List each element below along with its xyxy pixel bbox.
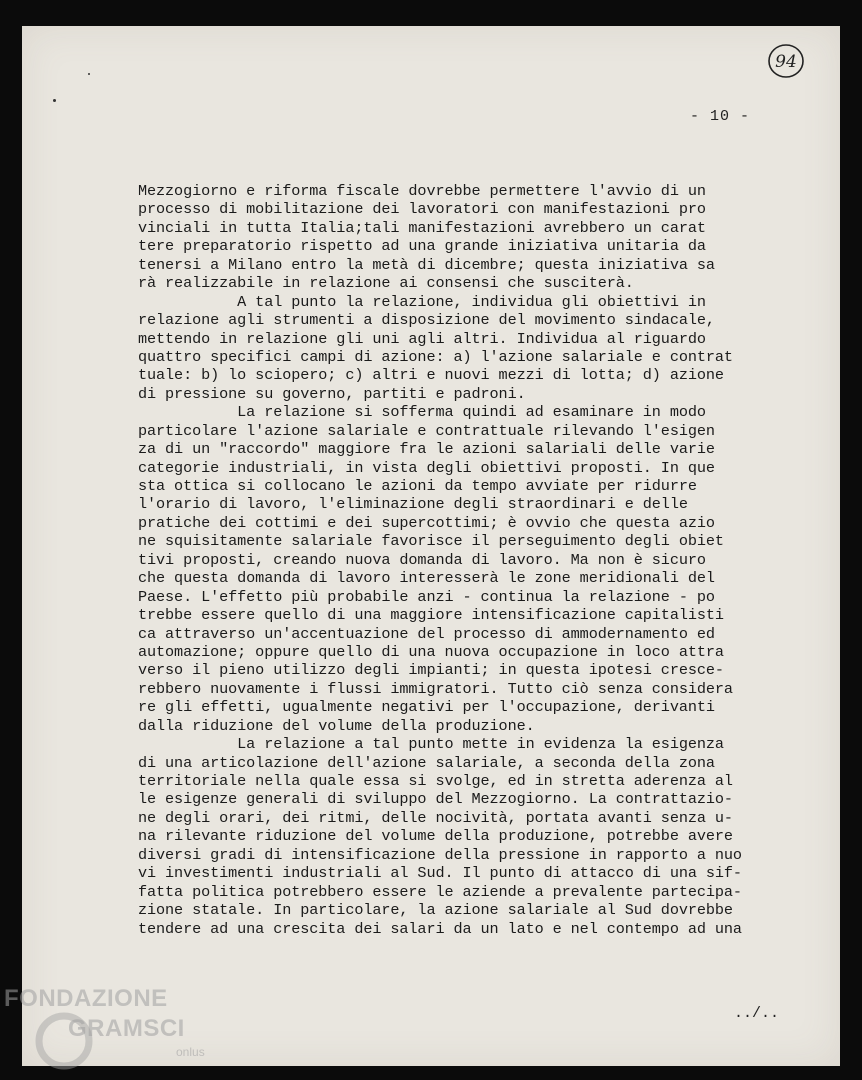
text-line: zione statale. In particolare, la azione salariale al Sud dovrebbe xyxy=(138,901,733,920)
speck xyxy=(53,99,56,102)
text-line: ca attraverso un'accentuazione del processo di ammodernamento ed xyxy=(138,624,715,643)
watermark-line-3: onlus xyxy=(176,1045,205,1059)
text-line: le esigenze generali di sviluppo del Mezzogiorno. La contrattazio- xyxy=(138,790,733,809)
text-line: relazione agli strumenti a disposizione del movimento sindacale, xyxy=(138,311,715,330)
text-line: na rilevante riduzione del volume della produzione, potrebbe avere xyxy=(138,827,733,846)
text-line: Mezzogiorno e riforma fiscale dovrebbe permettere l'avvio di un xyxy=(138,182,706,200)
text-line: Paese. L'effetto più probabile anzi - continua la relazione - po xyxy=(138,587,715,606)
text-line: dalla riduzione del volume della produzione. xyxy=(138,716,535,735)
page-number: - 10 - xyxy=(690,108,751,125)
text-line: re gli effetti, ugualmente negativi per l'occupazione, derivanti xyxy=(138,698,715,717)
text-line: processo di mobilitazione dei lavoratori con manifestazioni pro xyxy=(138,200,706,219)
text-line: automazione; oppure quello di una nuova occupazione in loco attra xyxy=(138,642,724,661)
text-line: l'orario di lavoro, l'eliminazione degli straordinari e delle xyxy=(138,495,688,514)
watermark-line-1: FONDAZIONE xyxy=(4,985,168,1012)
text-line: territoriale nella quale essa si svolge, ed in stretta aderenza al xyxy=(138,772,733,790)
text-line: La relazione a tal punto mette in evidenza la esigenza xyxy=(138,735,724,754)
text-line: di pressione su governo, partiti e padroni. xyxy=(138,384,526,403)
fondazione-gramsci-watermark xyxy=(4,985,214,1075)
text-line: La relazione si sofferma quindi ad esaminare in modo xyxy=(138,403,706,422)
text-line: ne degli orari, dei ritmi, delle nocività, portata avanti senza u- xyxy=(138,808,733,827)
text-line: verso il pieno utilizzo degli impianti; in questa ipotesi cresce- xyxy=(138,661,724,680)
speck xyxy=(88,73,90,75)
text-line: fatta politica potrebbero essere le aziende a prevalente partecipa- xyxy=(138,882,742,901)
text-line: diversi gradi di intensificazione della pressione in rapporto a nuo xyxy=(138,845,742,864)
continuation-mark: ../.. xyxy=(734,1005,780,1022)
text-line: sta ottica si collocano le azioni da tempo avviate per ridurre xyxy=(138,477,697,495)
text-line: tivi proposti, creando nuova domanda di lavoro. Ma non è sicuro xyxy=(138,550,706,569)
text-line: particolare l'azione salariale e contrattuale rilevando l'esigen xyxy=(138,421,715,440)
text-line: pratiche dei cottimi e dei supercottimi; è ovvio che questa azio xyxy=(138,513,715,532)
text-line: ne squisitamente salariale favorisce il perseguimento degli obiet xyxy=(138,532,724,551)
text-line: tere preparatorio rispetto ad una grande iniziativa unitaria da xyxy=(138,237,706,256)
text-line: tendere ad una crescita dei salari da un lato e nel contempo ad una xyxy=(138,919,742,938)
text-line: vi investimenti industriali al Sud. Il punto di attacco di una sif- xyxy=(138,864,742,883)
text-line: mettendo in relazione gli uni agli altri. Individua al riguardo xyxy=(138,329,706,348)
svg-text:94: 94 xyxy=(775,52,797,72)
text-line: che questa domanda di lavoro interesserà le zone meridionali del xyxy=(138,569,715,588)
text-line: di una articolazione dell'azione salariale, a seconda della zona xyxy=(138,753,715,772)
text-line: quattro specifici campi di azione: a) l'azione salariale e contrat xyxy=(138,347,733,366)
text-line: tenersi a Milano entro la metà di dicembre; questa iniziativa sa xyxy=(138,255,715,274)
watermark-line-2: GRAMSCI xyxy=(68,1015,185,1042)
text-line: rebbero nuovamente i flussi immigratori. Tutto ciò senza considera xyxy=(138,679,733,698)
text-line: rà realizzabile in relazione ai consensi che susciterà. xyxy=(138,274,634,293)
text-line: categorie industriali, in vista degli obiettivi proposti. In que xyxy=(138,458,715,477)
typed-letter-body xyxy=(138,182,768,938)
text-line: za di un "raccordo" maggiore fra le azioni salariali delle varie xyxy=(138,440,715,459)
text-line: vinciali in tutta Italia;tali manifestazioni avrebbero un carat xyxy=(138,218,706,237)
text-line: tuale: b) lo sciopero; c) altri e nuovi mezzi di lotta; d) azione xyxy=(138,366,724,385)
text-line: A tal punto la relazione, individua gli obiettivi in xyxy=(138,292,706,311)
archive-stamp xyxy=(766,42,806,80)
text-line: trebbe essere quello di una maggiore intensificazione capitalisti xyxy=(138,606,724,625)
